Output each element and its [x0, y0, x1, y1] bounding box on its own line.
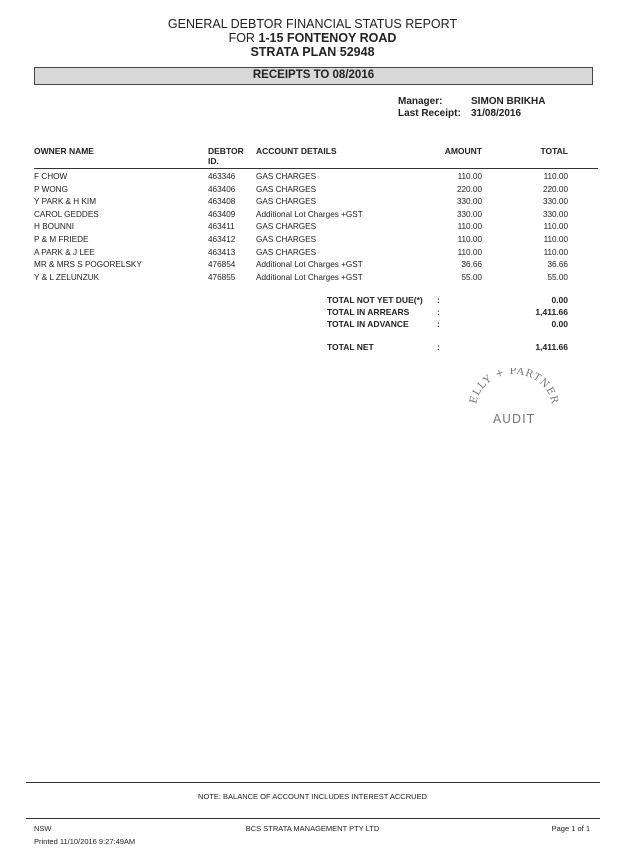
footer-top-divider	[26, 782, 600, 783]
col-account-details: ACCOUNT DETAILS	[256, 146, 337, 156]
total-not-yet-due-value: 0.00	[551, 295, 568, 305]
footer-bottom-divider	[26, 818, 600, 819]
strata-plan: STRATA PLAN 52948	[250, 45, 375, 59]
audit-stamp-graphic	[466, 368, 562, 430]
total: 220.00	[542, 184, 568, 194]
table-row	[34, 171, 574, 184]
debtor-id: 463408	[208, 197, 236, 207]
header-divider	[34, 168, 598, 169]
col-debtor-line1: DEBTOR	[208, 146, 244, 156]
total: 110.00	[543, 172, 568, 181]
debtor-id: 463406	[208, 184, 236, 194]
total-in-advance-label: TOTAL IN ADVANCE	[327, 319, 409, 329]
amount: 330.00	[456, 197, 482, 207]
total: 110.00	[543, 247, 568, 257]
table-row	[34, 272, 574, 285]
account-details: GAS CHARGES	[256, 197, 317, 207]
total: 36.66	[547, 260, 568, 270]
stamp-word: AUDIT	[492, 412, 536, 426]
stamp-arc-text: ELLY + PARTNER	[468, 368, 560, 406]
table-row	[34, 259, 574, 272]
colon: :	[437, 342, 440, 352]
owner-name: H BOUNNI	[34, 222, 75, 232]
amount: 330.00	[456, 209, 482, 219]
debtor-id: 463412	[208, 234, 236, 244]
owner-name: P & M FRIEDE	[34, 234, 89, 244]
owner-name: MR & MRS S POGORELSKY	[34, 260, 142, 270]
last-receipt-label: Last Receipt:	[398, 108, 461, 119]
footer-company: BCS STRATA MANAGEMENT PTY LTD	[245, 824, 380, 833]
amount: 110.00	[457, 172, 482, 181]
debtor-id: 476855	[208, 272, 236, 282]
audit-stamp	[466, 368, 562, 430]
colon: :	[437, 319, 440, 329]
table-row	[34, 196, 574, 209]
amount: 220.00	[456, 184, 482, 194]
debtor-id: 463346	[208, 172, 236, 181]
amount: 55.00	[461, 272, 482, 282]
footer-note: NOTE: BALANCE OF ACCOUNT INCLUDES INTEREST ACCRUED	[198, 792, 427, 801]
report-title: GENERAL DEBTOR FINANCIAL STATUS REPORT	[167, 17, 458, 31]
table-row	[34, 247, 574, 260]
account-details: GAS CHARGES	[256, 184, 317, 194]
manager-label: Manager:	[398, 96, 443, 107]
debtor-id: 463413	[208, 247, 236, 257]
colon: :	[437, 295, 440, 305]
table-row	[34, 209, 574, 222]
receipts-band	[34, 67, 593, 85]
amount: 110.00	[457, 234, 482, 244]
total: 330.00	[542, 209, 568, 219]
colon: :	[437, 307, 440, 317]
owner-name: A PARK & J LEE	[34, 247, 95, 257]
table-row	[34, 234, 574, 247]
report-subtitle	[0, 31, 625, 45]
total-net-value: 1,411.66	[535, 342, 568, 352]
report-subtitle-prefix: FOR	[228, 31, 255, 45]
manager-value: SIMON BRIKHA	[471, 96, 546, 107]
owner-name: Y PARK & H KIM	[34, 197, 97, 207]
owner-name: F CHOW	[34, 172, 68, 181]
amount: 36.66	[461, 260, 482, 270]
account-details: Additional Lot Charges +GST	[256, 260, 363, 270]
account-details: GAS CHARGES	[256, 222, 317, 232]
table-row	[34, 221, 574, 234]
owner-name: Y & L ZELUNZUK	[34, 272, 100, 282]
total-not-yet-due-label: TOTAL NOT YET DUE(*)	[327, 295, 423, 305]
col-total: TOTAL	[540, 146, 568, 156]
debtor-table	[34, 171, 574, 284]
total-in-arrears-label: TOTAL IN ARREARS	[327, 307, 410, 317]
account-details: Additional Lot Charges +GST	[256, 209, 363, 219]
amount: 110.00	[457, 222, 482, 232]
receipts-band-label: RECEIPTS TO 08/2016	[252, 69, 375, 81]
debtor-id: 463409	[208, 209, 236, 219]
svg-text:KELLY + PARTNERS	[466, 368, 560, 406]
col-debtor-id	[208, 146, 244, 166]
total: 110.00	[543, 234, 568, 244]
account-details: GAS CHARGES	[256, 234, 317, 244]
owner-name: CAROL GEDDES	[34, 209, 99, 219]
col-amount: AMOUNT	[444, 146, 482, 156]
total: 55.00	[547, 272, 568, 282]
account-details: GAS CHARGES	[256, 247, 317, 257]
last-receipt-value: 31/08/2016	[471, 108, 522, 119]
account-details: GAS CHARGES	[256, 172, 317, 181]
account-details: Additional Lot Charges +GST	[256, 272, 363, 282]
owner-name: P WONG	[34, 184, 68, 194]
col-owner-name: OWNER NAME	[34, 146, 94, 156]
total-in-advance-value: 0.00	[551, 319, 568, 329]
col-debtor-line2: ID.	[208, 156, 219, 166]
total-net-label: TOTAL NET	[327, 342, 374, 352]
total: 330.00	[542, 197, 568, 207]
footer-page: Page 1 of 1	[551, 824, 590, 833]
table-row	[34, 184, 574, 197]
total-in-arrears-value: 1,411.66	[535, 307, 568, 317]
footer-state: NSW	[34, 824, 52, 833]
total: 110.00	[543, 222, 568, 232]
footer-printed: Printed 11/10/2016 9:27:49AM	[34, 837, 136, 846]
property-address: 1-15 FONTENOY ROAD	[258, 31, 397, 45]
debtor-id: 463411	[208, 222, 235, 232]
debtor-id: 476854	[208, 260, 236, 270]
amount: 110.00	[457, 247, 482, 257]
